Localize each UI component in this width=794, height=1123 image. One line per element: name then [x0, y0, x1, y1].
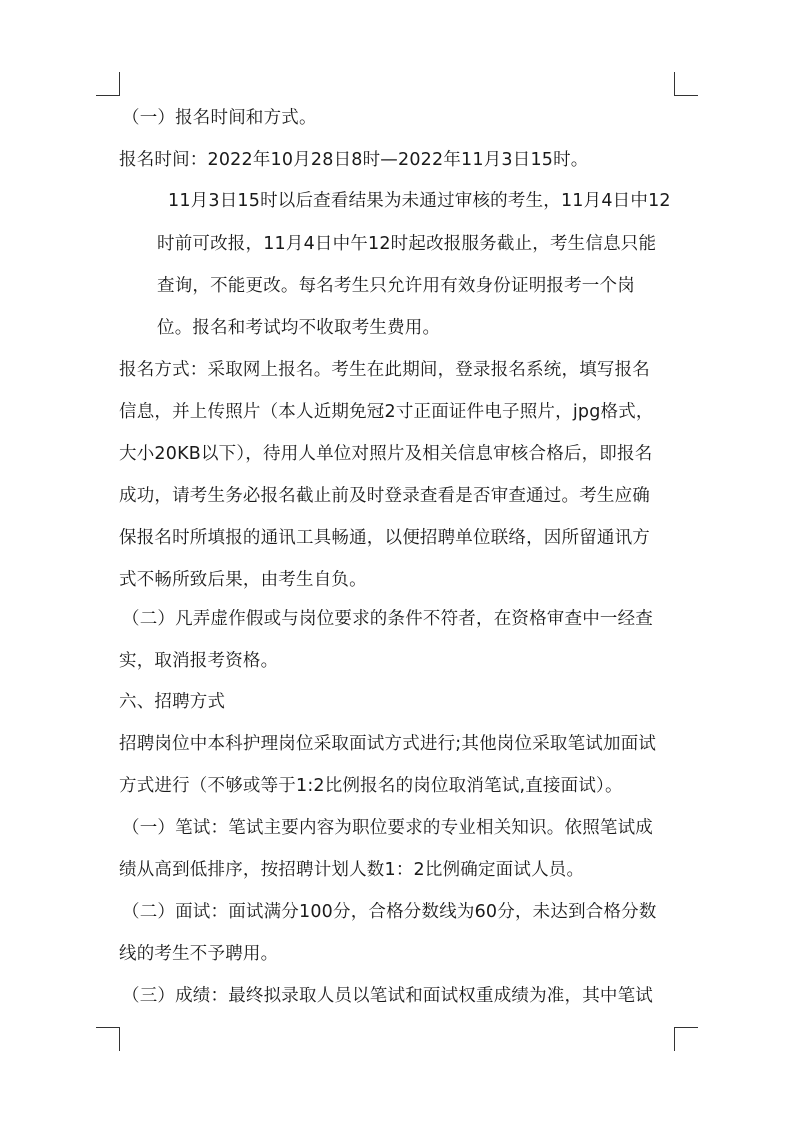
text-line: 绩从高到低排序，按招聘计划人数1：2比例确定面试人员。 [119, 860, 585, 880]
text-line: （一）报名时间和方式。 [122, 108, 317, 128]
text-line: 招聘岗位中本科护理岗位采取面试方式进行;其他岗位采取笔试加面试 [119, 734, 657, 754]
text-line: 方式进行（不够或等于1:2比例报名的岗位取消笔试,直接面试）。 [119, 776, 623, 796]
text-line: 时前可改报，11月4日中午12时起改报服务截止，考生信息只能 [157, 234, 657, 254]
text-line: 11月3日15时以后查看结果为未通过审核的考生，11月4日中12 [168, 191, 671, 211]
text-line: 式不畅所致后果，由考生自负。 [119, 570, 367, 590]
section-heading: 六、招聘方式 [119, 692, 226, 712]
text-line: （二）凡弄虚作假或与岗位要求的条件不符者，在资格审查中一经查 [122, 609, 653, 629]
text-line: 位。报名和考试均不收取考生费用。 [157, 318, 441, 338]
text-line: 报名时间：2022年10月28日8时—2022年11月3日15时。 [119, 150, 589, 170]
text-line: （二）面试：面试满分100分，合格分数线为60分，未达到合格分数 [122, 902, 657, 922]
text-line: 报名方式：采取网上报名。考生在此期间，登录报名系统，填写报名 [119, 360, 650, 380]
text-line: 线的考生不予聘用。 [119, 944, 279, 964]
text-line: 大小20KB以下），待用人单位对照片及相关信息审核合格后，即报名 [119, 444, 653, 464]
text-line: 实，取消报考资格。 [119, 651, 279, 671]
text-line: （三）成绩：最终拟录取人员以笔试和面试权重成绩为准，其中笔试 [122, 986, 653, 1006]
text-line: 查询，不能更改。每名考生只允许用有效身份证明报考一个岗 [157, 276, 635, 296]
text-line: 保报名时所填报的通讯工具畅通，以便招聘单位联络，因所留通讯方 [119, 528, 650, 548]
text-line: （一）笔试：笔试主要内容为职位要求的专业相关知识。依照笔试成 [122, 818, 653, 838]
text-line: 信息，并上传照片（本人近期免冠2寸正面证件电子照片，jpg格式， [119, 402, 654, 422]
text-line: 成功，请考生务必报名截止前及时登录查看是否审查通过。考生应确 [119, 486, 650, 506]
